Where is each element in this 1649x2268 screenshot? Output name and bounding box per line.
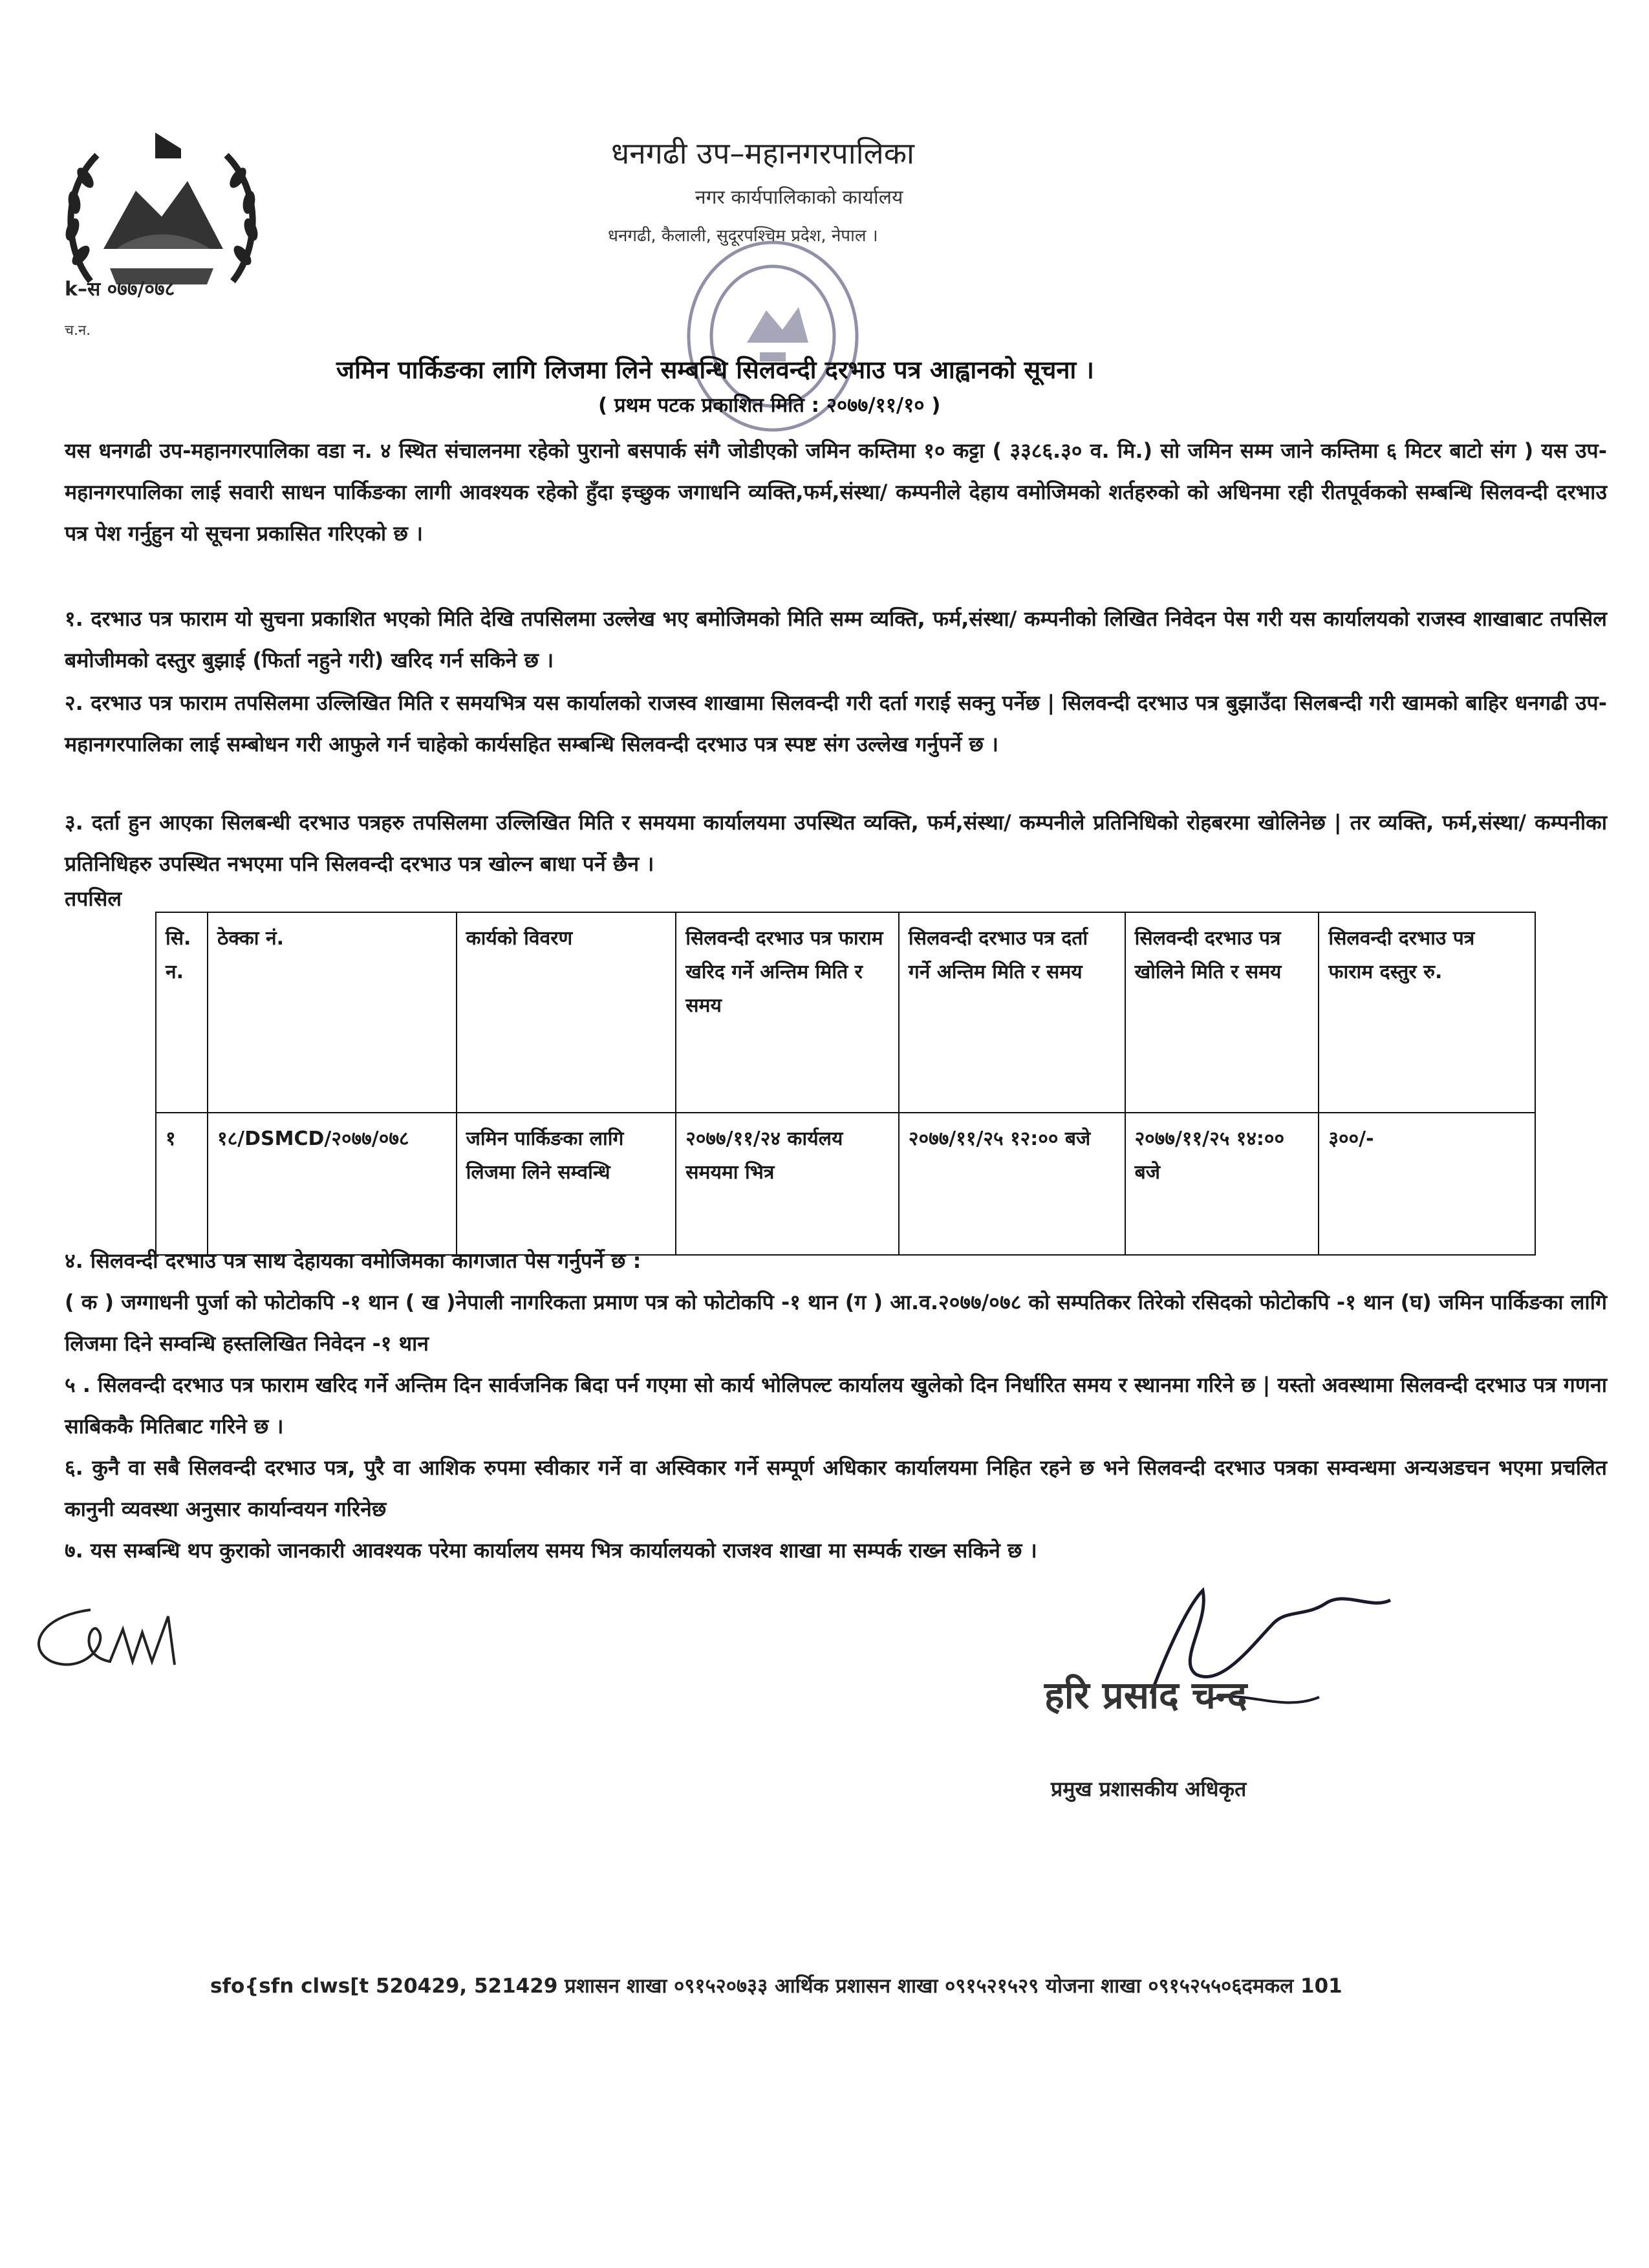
officer-title: प्रमुख प्रशासकीय अधिकृत [1051, 1777, 1247, 1801]
column-header-contract-no: ठेक्का नं. [208, 912, 457, 1113]
condition-item-3: ३. दर्ता हुन आएका सिलबन्धी दरभाउ पत्रहरु तपसिलमा उल्लिखित मिति र समयमा कार्यालयमा उपस्थित व्यक्ति, फर्म,संस्था/ कम्पनीले प्रतिनिधिको रोहबरमा खोलिनेछ | तर व्यक्ति, फर्म,संस्था/ कम्पनीका प्रतिनिधिहरु उपस्थित नभएमा पनि सिलवन्दी दरभाउ पत्र खोल्न बाधा पर्ने छैन । [65, 810, 1607, 876]
table-row [156, 1113, 1535, 1255]
column-header-work-description: कार्यको विवरण [457, 912, 676, 1113]
condition-item-1: १. दरभाउ पत्र फाराम यो सुचना प्रकाशित भएको मिति देखि तपसिलमा उल्लेख भए बमोजिमको मिति सम्म व्यक्ति, फर्म,संस्था/ कम्पनीको लिखित निवेदन पेस गरी यस कार्यालयको राजस्व शाखाबाट तपसिल बमोजीमको दस्तुर बुझाई (फिर्ता नहुने गरी) खरिद गर्न सकिने छ । [65, 606, 1607, 672]
intro-paragraph: यस धनगढी उप-महानगरपालिका वडा न. ४ स्थित संचालनमा रहेको पुरानो बसपार्क संगै जोडीएको जमिन कम्तिमा १० कट्टा ( ३३८६.३० व. मि.) सो जमिन सम्म जाने कम्तिमा ६ मिटर बाटो संग ) यस उप-महानगरपालिका लाई सवारी साधन पार्किङका लागी आवश्यक रहेको हुँदा इच्छुक जगाधनि व्यक्ति,फर्म,संस्था/ कम्पनीले देहाय वमोजिमको शर्तहरुको को अधिनमा रही रीतपूर्वकको सम्बन्धि सिलवन्दी दरभाउ पत्र पेश गर्नुहुन यो सूचना प्रकासित गरिएको छ । [65, 438, 1607, 546]
office-address: धनगढी, कैलाली, सुदूरपश्चिम प्रदेश, नेपाल । [608, 226, 878, 246]
publication-date: ( प्रथम पटक प्रकाशित मिति : २०७७/११/१० ) [598, 394, 941, 417]
dispatch-number-label: च.न. [65, 323, 91, 339]
condition-item-4: ४. सिलवन्दी दरभाउ पत्र साथ देहायका वमोजिमका कागजात पेस गर्नुपर्ने छ : [65, 1248, 641, 1273]
officer-name: हरि प्रसाद चन्द [1044, 1673, 1247, 1717]
column-header-serial: सि. न. [156, 912, 208, 1113]
schedule-label: तपसिल [65, 886, 122, 911]
cell-contract-no: १८/DSMCD/२०७७/०७८ [208, 1113, 457, 1255]
condition-item-5: ५ . सिलवन्दी दरभाउ पत्र फाराम खरिद गर्ने अन्तिम दिन सार्वजनिक बिदा पर्न गएमा सो कार्य भोलिपल्ट कार्यालय खुलेको दिन निर्धारित समय र स्थानमा गरिने छ | यस्तो अवस्थामा सिलवन्दी दरभाउ पत्र गणना साबिककै मितिबाट गरिने छ । [65, 1373, 1607, 1439]
organization-name: धनगढी उप–महानगरपालिका [611, 136, 914, 171]
office-name: नगर कार्यपालिकाको कार्यालय [695, 186, 903, 209]
condition-item-7: ७. यस सम्बन्धि थप कुराको जानकारी आवश्यक परेमा कार्यालय समय भित्र कार्यालयको राजश्व शाखा मा सम्पर्क राख्न सकिने छ । [65, 1538, 1037, 1563]
cell-work-description: जमिन पार्किङका लागि लिजमा लिने सम्वन्धि [457, 1113, 676, 1255]
left-signature-icon [13, 1571, 207, 1687]
cell-submission-deadline: २०७७/११/२५ १२:०० बजे [899, 1113, 1125, 1255]
condition-item-2: २. दरभाउ पत्र फाराम तपसिलमा उल्लिखित मिति र समयभित्र यस कार्यालको राजस्व शाखामा सिलवन्दी गरी दर्ता गराई सक्नु पर्नेछ | सिलवन्दी दरभाउ पत्र बुझाउँदा सिलबन्दी गरी खामको बाहिर धनगढी उप- महानगरपालिका लाई सम्बोधन गरी आफुले गर्न चाहेको कार्यसहित सम्बन्धि सिलवन्दी दरभाउ पत्र स्पष्ट संग उल्लेख गर्नुपर्ने छ । [65, 690, 1607, 756]
column-header-opening-date: सिलवन्दी दरभाउ पत्र खोलिने मिति र समय [1125, 912, 1319, 1113]
cell-form-fee: ३००/- [1319, 1113, 1535, 1255]
cell-serial: १ [156, 1113, 208, 1255]
cell-opening-date: २०७७/११/२५ १४:०० बजे [1125, 1113, 1319, 1255]
column-header-submission-deadline: सिलवन्दी दरभाउ पत्र दर्ता गर्ने अन्तिम मिति र समय [899, 912, 1125, 1113]
required-documents-list: ( क ) जग्गाधनी पुर्जा को फोटोकपि -१ थान ( ख )नेपाली नागरिकता प्रमाण पत्र को फोटोकपि -१ थान (ग ) आ.व.२०७७/०७८ को सम्पतिकर तिरेको रसिदको फोटोकपि -१ थान (घ) जमिन पार्किङका लागि लिजमा दिने सम्वन्धि हस्तलिखित निवेदन -१ थान [65, 1290, 1607, 1356]
column-header-form-fee: सिलवन्दी दरभाउ पत्र फाराम दस्तुर रु. [1319, 912, 1535, 1113]
table-header-row [156, 912, 1535, 1113]
reference-number: k–स ०७७/०७८ [65, 278, 175, 301]
condition-item-6: ६. कुनै वा सबै सिलवन्दी दरभाउ पत्र, पुरै वा आशिक रुपमा स्वीकार गर्ने वा अस्विकार गर्ने सम्पूर्ण अधिकार कार्यालयमा निहित रहने छ भने सिलवन्दी दरभाउ पत्रका सम्वन्धमा अन्यअडचन भएमा प्रचलित कानुनी व्यवस्था अनुसार कार्यान्वयन गरिनेछ [65, 1455, 1607, 1521]
column-header-form-purchase-deadline: सिलवन्दी दरभाउ पत्र फाराम खरिद गर्ने अन्तिम मिति र समय [676, 912, 899, 1113]
tender-schedule-table [155, 912, 1536, 1256]
notice-title: जमिन पार्किङका लागि लिजमा लिने सम्बन्धि सिलवन्दी दरभाउ पत्र आह्वानको सूचना । [336, 356, 1094, 384]
footer-contacts: sfo{sfn clws[t 520429, 521429 प्रशासन शाखा ०९१५२०७३३ आर्थिक प्रशासन शाखा ०९१५२१५२९ योजना शाखा ०९१५२५५०६दमकल 101 [210, 1974, 1342, 1998]
cell-form-purchase-deadline: २०७७/११/२४ कार्यलय समयमा भित्र [676, 1113, 899, 1255]
